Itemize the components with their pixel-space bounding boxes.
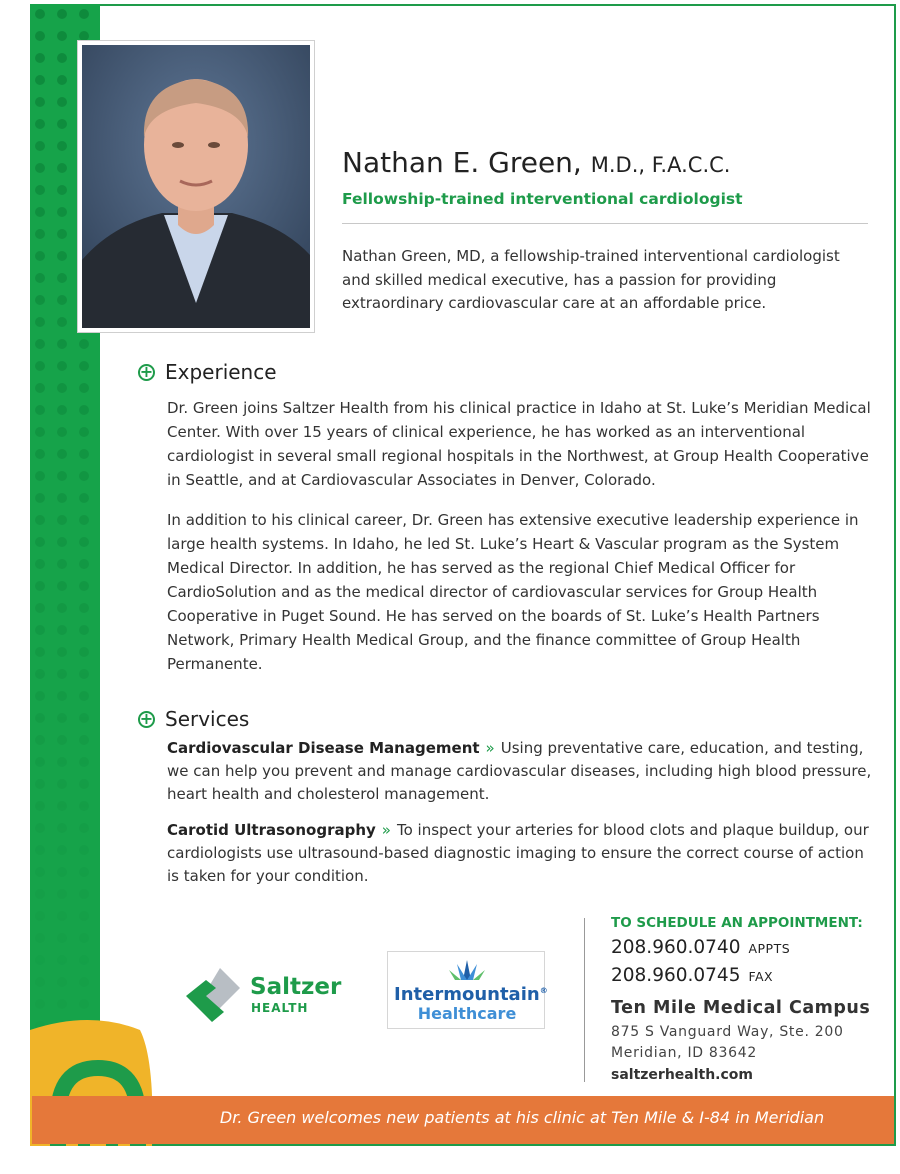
intermountain-logo [387,951,548,1029]
plus-circle-icon: + [139,362,154,381]
services-heading-text: Services [165,707,250,731]
service-name: Carotid Ultrasonography [167,821,376,839]
service-description: To inspect your arteries for blood clots and plaque buildup, our cardiologists use ultrasound-based diagnostic imaging to ensure the correct course of action is taken for your condition. [167,821,869,885]
registered-mark: ® [539,986,548,995]
schedule-label: TO SCHEDULE AN APPOINTMENT: [611,915,863,931]
saltzer-wordmark: Saltzer [250,974,342,1000]
saltzer-s-mark-icon [184,966,244,1026]
contact-divider [584,918,585,1082]
phone-label: FAX [748,969,774,984]
plus-circle-icon: + [139,709,154,728]
intermountain-subtitle: Healthcare [417,1004,517,1023]
services-heading [138,707,249,731]
service-name: Cardiovascular Disease Management [167,739,480,757]
address-line-1: 875 S Vanguard Way, Ste. 200 [611,1024,844,1040]
service-description: Using preventative care, education, and testing, we can help you prevent and manage cardiovascular diseases, including high blood pressure, heart health and cholesterol management. [167,739,872,803]
intermountain-wordmark [394,984,548,1005]
experience-heading-text: Experience [165,360,277,384]
service-item [167,819,872,888]
service-separator: » [485,739,495,757]
service-separator: » [381,821,391,839]
banner-text: Dr. Green welcomes new patients at his clinic at Ten Mile & I-84 in Meridian [219,1108,825,1127]
doctor-tagline: Fellowship-trained interventional cardiologist [342,190,743,208]
service-item [167,737,872,806]
phone-label: APPTS [748,941,791,956]
doctor-photo [77,40,315,333]
doctor-name [342,146,730,179]
doctor-name-text: Nathan E. Green, [342,146,582,179]
experience-heading [138,360,277,384]
intermountain-flame-icon [447,958,487,984]
website-link[interactable]: saltzerhealth.com [611,1067,754,1083]
phone-appts[interactable] [611,937,790,958]
saltzer-health-logo [184,966,344,1028]
bottom-banner [32,1096,894,1144]
campus-name: Ten Mile Medical Campus [611,998,871,1018]
phone-number[interactable]: 208.960.0740 [611,937,741,958]
doctor-portrait-image [82,45,310,328]
experience-paragraph-2: In addition to his clinical career, Dr. Green has extensive executive leadership experience in large health systems. In Idaho, he led St. Luke’s Heart & Vascular program as the System Medical Director. In addition, he has served as the regional Chief Medical Officer for CardioSolution and as the medical director of cardiovascular services for Group Health Cooperative in Puget Sound. He has served on the boards of St. Luke’s Health Partners Network, Primary Health Medical Group, and the finance committee of Group Health Permanente. [167,511,859,673]
address-line-2: Meridian, ID 83642 [611,1045,757,1061]
saltzer-subtitle: HEALTH [251,1001,309,1015]
experience-paragraph-1: Dr. Green joins Saltzer Health from his clinical practice in Idaho at St. Luke’s Meridian Medical Center. With over 15 years of clinical experience, he has worked as an interventional cardiologist in several small regional hospitals in the Northwest, at Group Health Cooperative in Seattle, and at Cardiovascular Associates in Denver, Colorado. [167,399,871,489]
phone-number[interactable]: 208.960.0745 [611,965,741,986]
divider [342,223,868,224]
doctor-intro: Nathan Green, MD, a fellowship-trained interventional cardiologist and skilled medical executive, has a passion for providing extraordinary cardiovascular care at an affordable price. [342,247,840,312]
doctor-credentials: M.D., F.A.C.C. [590,153,731,177]
phone-fax[interactable] [611,965,773,986]
intermountain-name: Intermountain [394,984,540,1005]
